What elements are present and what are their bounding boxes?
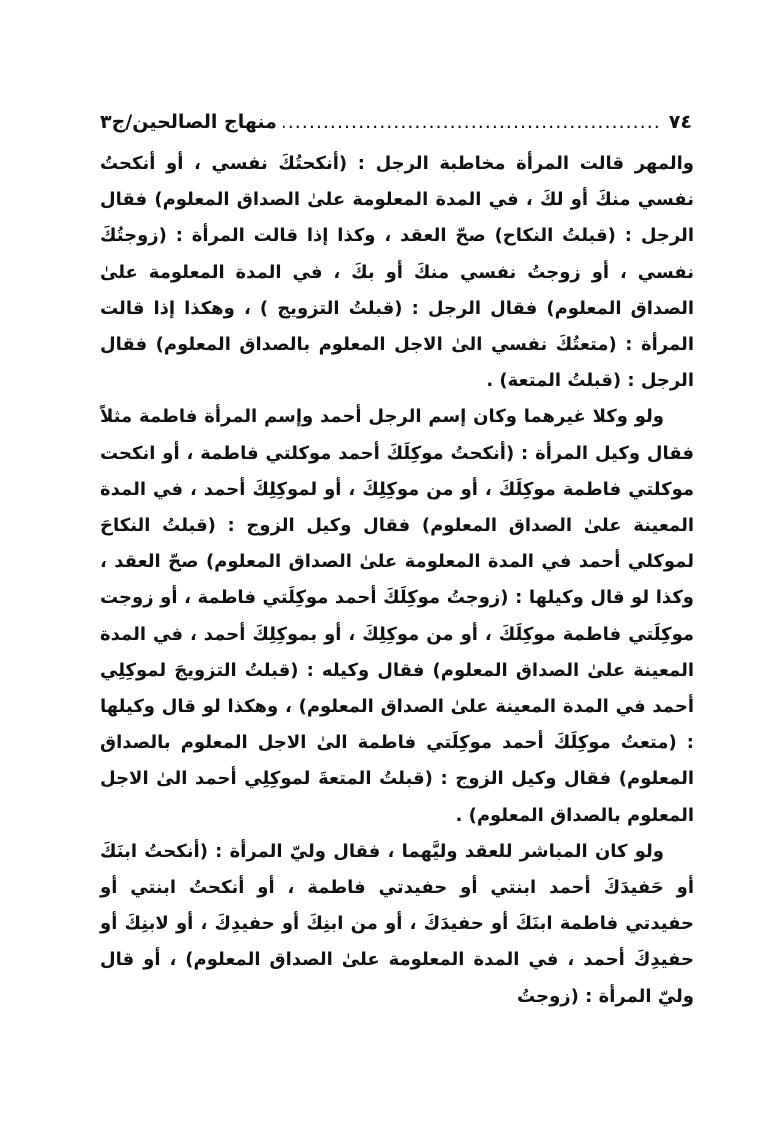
body-text <box>100 146 694 1015</box>
paragraph-1: والمهر قالت المرأة مخاطبة الرجل : (أنكحتُكَ نفسي ، أو أنكحتُ نفسي منكَ أو لكَ ، في المدة المعلومة علىٰ الصداق المعلوم) فقال الرجل : (قبلتُ النكاح) صحّ العقد ، وكذا إذا قالت المرأة : (زوجتُكَ نفسي ، أو زوجتُ نفسي منكَ أو بكَ ، في المدة المعلومة علىٰ الصداق المعلوم) فقال الرجل : (قبلتُ التزويج ) ، وهكذا إذا قالت المرأة : (متعتُكَ نفسي الىٰ الاجل المعلوم بالصداق المعلوم) فقال الرجل : (قبلتُ المتعة) . <box>100 153 694 392</box>
page-number: ٧٤ <box>668 111 692 133</box>
header-dot-leader <box>283 111 661 133</box>
paragraph-2: ولو وكلا غيرهما وكان إسم الرجل أحمد وإسم المرأة فاطمة مثلاً فقال وكيل المرأة : (أنكحتُ موكِلَكَ أحمد موكلتي فاطمة ، أو انكحت موكلتي فاطمة موكِلَكَ ، أو من موكِلِكَ ، أو لموكِلِكَ أحمد ، في المدة المعينة علىٰ الصداق المعلوم) فقال وكيل الزوج : (قبلتُ النكاحَ لموكلي أحمد في المدة المعلومة علىٰ الصداق المعلوم) صحّ العقد ، وكذا لو قال وكيلها : (زوجتُ موكِلَكَ أحمد موكِلَتي فاطمة ، أو زوجت موكِلَتي فاطمة موكِلَكَ ، أو من موكِلِكَ ، أو بموكِلِكَ أحمد ، في المدة المعينة علىٰ الصداق المعلوم) فقال وكيله : (قبلتُ التزويجَ لموكِلِي أحمد في المدة المعينة علىٰ الصداق المعلوم) ، وهكذا لو قال وكيلها : (متعتُ موكِلَكَ أحمد موكِلَتي فاطمة الىٰ الاجل المعلوم بالصداق المعلوم) فقال وكيل الزوج : (قبلتُ المتعةَ لموكِلِي أحمد الىٰ الاجل المعلوم بالصداق المعلوم) . <box>100 406 694 826</box>
page-header <box>100 104 692 140</box>
running-title: منهاج الصالحين/ج٣ <box>100 111 277 133</box>
paragraph-3: ولو كان المباشر للعقد وليَّهما ، فقال وليّ المرأة : (أنكحتُ ابنَكَ أو حَفيدَكَ أحمد ابنتي أو حفيدتي فاطمة ، أو أنكحتُ ابنتي أو حفيدتي فاطمة ابنَكَ أو حفيدَكَ ، أو من ابنِكَ أو حفيدِكَ ، أو لابنِكَ أو حفيدِكَ أحمد ، في المدة المعلومة علىٰ الصداق المعلوم) ، أو قال وليّ المرأة : (زوجتُ <box>100 840 694 1007</box>
